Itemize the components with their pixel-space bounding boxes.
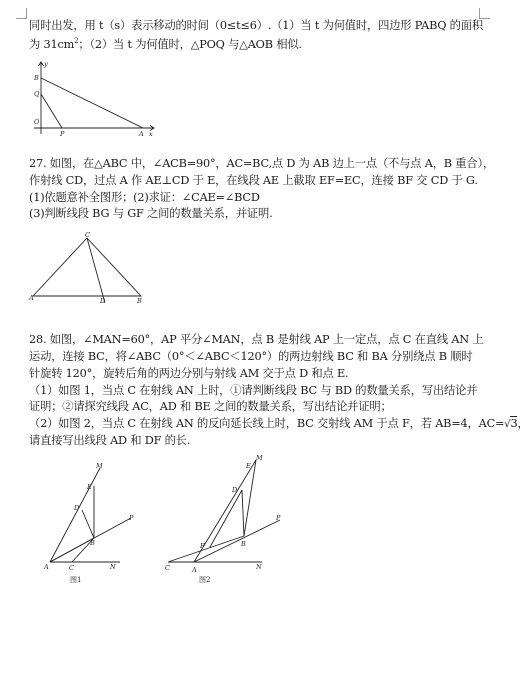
q26-label-Q: Q (34, 90, 40, 98)
q27-label-B: B (137, 297, 142, 305)
q27-label-A: A (29, 294, 34, 302)
fig2-label-F: F (200, 542, 205, 550)
fig2-label-E: E (246, 462, 251, 470)
fig2-label-D: D (232, 486, 238, 494)
q28-figure-2 (162, 452, 282, 586)
fig1-label-N: N (110, 563, 116, 571)
q28-line-5: 证明；②请探究线段 AC，AD 和 BE 之间的数量关系，写出结论并证明； (29, 400, 392, 413)
q27-line-3: (1)依题意补全图形；(2)求证：∠CAE=∠BCD (29, 191, 260, 204)
fig2-label-P: P (276, 514, 281, 522)
q28-line-7: 请直接写出线段 AD 和 DF 的长. (29, 434, 191, 447)
q27-line-4: (3)判断线段 BG 与 GF 之间的数量关系，并证明. (29, 207, 273, 220)
q26-label-y: y (44, 60, 48, 68)
fig1-label-C: C (69, 564, 74, 572)
q28-line-3: 针旋转 120°，旋转后角的两边分别与射线 AM 交于点 D 和点 E. (29, 367, 349, 380)
fig2-caption: 图2 (199, 576, 211, 584)
crop-mark-right (479, 8, 490, 19)
q27-figure (29, 228, 149, 306)
q26-label-O: O (34, 118, 40, 126)
q28-line-6: （2）如图 2，当点 C 在射线 AN 的反向延长线上时，BC 交射线 AM 于点 F，若 AB=4，AC=√3， (29, 417, 529, 430)
fig1-label-P: P (129, 514, 134, 522)
fig1-label-E: E (87, 483, 92, 491)
q26-figure (29, 58, 159, 138)
q27-label-D: D (100, 297, 106, 305)
fig2-label-B: B (241, 540, 246, 548)
q27-label-C: C (85, 231, 90, 239)
fig1-label-A: A (44, 563, 49, 571)
q26-line-1: 同时出发，用 t（s）表示移动的时间（0≤t≤6）.（1）当 t 为何值时，四边形 PABQ 的面积 (29, 19, 483, 32)
fig2-label-N: N (256, 563, 262, 571)
q28-line-4: （1）如图 1，当点 C 在射线 AN 上时，①请判断线段 BC 与 BD 的数量关系，写出结论并 (29, 384, 478, 397)
fig1-label-M: M (96, 462, 103, 470)
q26-line-2: 为 $31cm^2$；（2）当 t 为何值时，△POQ 与△AOB 相似. (29, 37, 302, 51)
q26-label-x: x (149, 130, 153, 138)
q28-line-2: 运动，连接 BC，将∠ABC（0°＜∠ABC＜120°）的两边射线 BC 和 BA 分别绕点 B 顺时 (29, 350, 473, 363)
q26-label-P: P (60, 130, 65, 138)
fig1-label-B: B (90, 539, 95, 547)
fig2-label-A: A (192, 566, 197, 574)
crop-mark-left (16, 8, 27, 19)
q28-figure-1 (38, 458, 148, 586)
q27-line-2: 作射线 CD，过点 A 作 AE⊥CD 于 E，在线段 AE 上截取 EF=EC，连接 BF 交 CD 于 G. (29, 174, 478, 187)
q27-line-1: 27. 如图，在△ABC 中，∠ACB=90°，AC=BC,点 D 为 AB 边上一点（不与点 A，B 重合）， (29, 157, 495, 170)
fig2-label-C: C (165, 564, 170, 572)
q26-label-A: A (139, 130, 144, 138)
fig1-caption: 图1 (70, 576, 82, 584)
q26-label-B: B (34, 74, 39, 82)
fig1-label-D: D (74, 504, 80, 512)
q28-line-1: 28. 如图，∠MAN=60°，AP 平分∠MAN，点 B 是射线 AP 上一定点，点 C 在直线 AN 上 (29, 333, 484, 346)
fig2-label-M: M (256, 454, 263, 462)
